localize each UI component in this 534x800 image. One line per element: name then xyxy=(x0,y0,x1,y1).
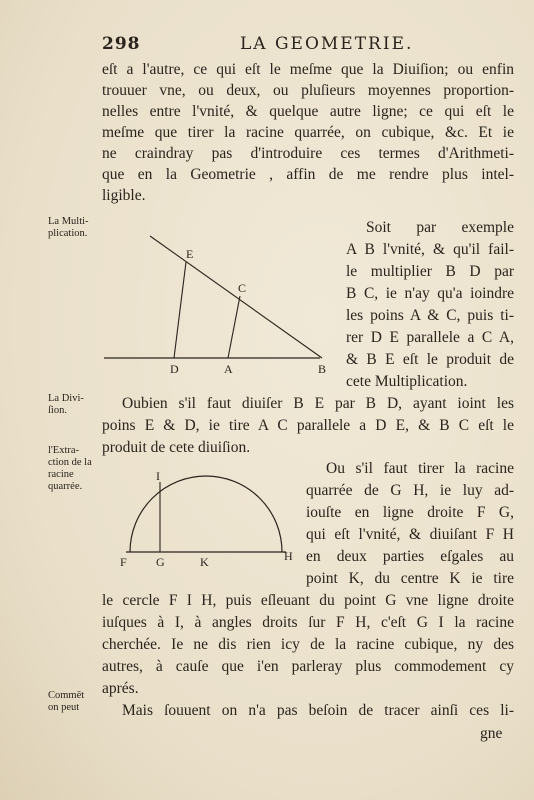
text-line: cherchée. Ie ne dis rien icy de la racine cubique, ny des xyxy=(102,636,514,653)
text-line: point K, du centre K ie tire xyxy=(306,570,514,587)
line-ed xyxy=(174,262,186,358)
running-title: LA GEOMETRIE. xyxy=(240,34,414,54)
text-line: qui eſt l'vnité, & diuiſant F H xyxy=(306,526,514,543)
text-line: quarrée de G H, ie luy ad- xyxy=(306,482,514,499)
text-line: A B l'vnité, & qu'il fail- xyxy=(346,241,514,258)
label-g: G xyxy=(156,555,165,569)
text-line: rer D E parallele a C A, xyxy=(346,329,514,346)
text-line: ligible. xyxy=(102,187,146,204)
semicircle-fih xyxy=(130,476,282,552)
text-line: les poins A & C, puis ti- xyxy=(346,307,514,324)
margin-note-extraction: l'Extra- ction de la racine quarrée. xyxy=(48,445,92,492)
text-line: Oubien s'il faut diuiſer B E par B D, ayant ioint les xyxy=(122,395,514,412)
text-line: poins E & D, ie tire A C parallele a D E, & B C eſt le xyxy=(102,417,514,434)
square-root-figure xyxy=(118,470,298,570)
text-line: Mais ſouuent on n'a pas beſoin de tracer ainſi ces li- xyxy=(122,702,514,719)
catchword: gne xyxy=(480,725,503,742)
label-d: D xyxy=(170,362,179,376)
text-line: que en la Geometrie , affin de me rendre plus intel- xyxy=(102,166,514,183)
label-b: B xyxy=(318,362,327,376)
margin-note-comment: Commēt on peut xyxy=(48,690,85,713)
label-i: I xyxy=(156,469,160,483)
label-a: A xyxy=(224,362,233,376)
label-f: F xyxy=(120,555,127,569)
text-line: meſme que tirer la racine quarrée, on cubique, &c. Et ie xyxy=(102,124,514,141)
text-line: nelles entre l'vnité, & quelque autre ligne; ce qui eſt le xyxy=(102,103,514,120)
text-line: Soit par exemple xyxy=(366,219,514,236)
label-h: H xyxy=(284,549,293,563)
label-c: C xyxy=(238,281,247,295)
line-ca xyxy=(228,296,240,358)
text-line: trouuer vne, ou deux, ou pluſieurs moyennes proportion- xyxy=(102,82,514,99)
text-line: en deux parties eſgales au xyxy=(306,548,514,565)
text-line: eſt a l'autre, ce qui eſt le meſme que la Diuiſion; ou enfin xyxy=(102,61,514,78)
text-line: cete Multiplication. xyxy=(346,373,468,390)
text-line: le cercle F I H, puis eſleuant du point G vne ligne droite xyxy=(102,592,514,609)
text-line: iuſques à I, à angles droits ſur F H, c'eſt G I la racine xyxy=(102,614,514,631)
label-k: K xyxy=(200,555,209,569)
margin-note-division: La Divi- ſion. xyxy=(48,393,84,416)
page-number: 298 xyxy=(102,34,141,54)
multiplication-figure xyxy=(100,228,340,378)
text-line: autres, à cauſe que i'en parleray plus commodement cy xyxy=(102,658,514,675)
text-line: & B E eſt le produit de xyxy=(346,351,514,368)
text-line: B C, ie n'ay qu'a ioindre xyxy=(346,285,514,302)
text-line: aprés. xyxy=(102,680,139,697)
margin-note-multiplication: La Multi- plication. xyxy=(48,216,89,239)
text-line: Ou s'il faut tirer la racine xyxy=(326,460,514,477)
text-line: le multiplier B D par xyxy=(346,263,514,280)
text-line: ne craindray pas d'introduire ces termes d'Arithmeti- xyxy=(102,145,514,162)
text-line: iouſte en ligne droite F G, xyxy=(306,504,514,521)
label-e: E xyxy=(186,247,194,261)
text-line: produit de cete diuiſion. xyxy=(102,439,251,456)
